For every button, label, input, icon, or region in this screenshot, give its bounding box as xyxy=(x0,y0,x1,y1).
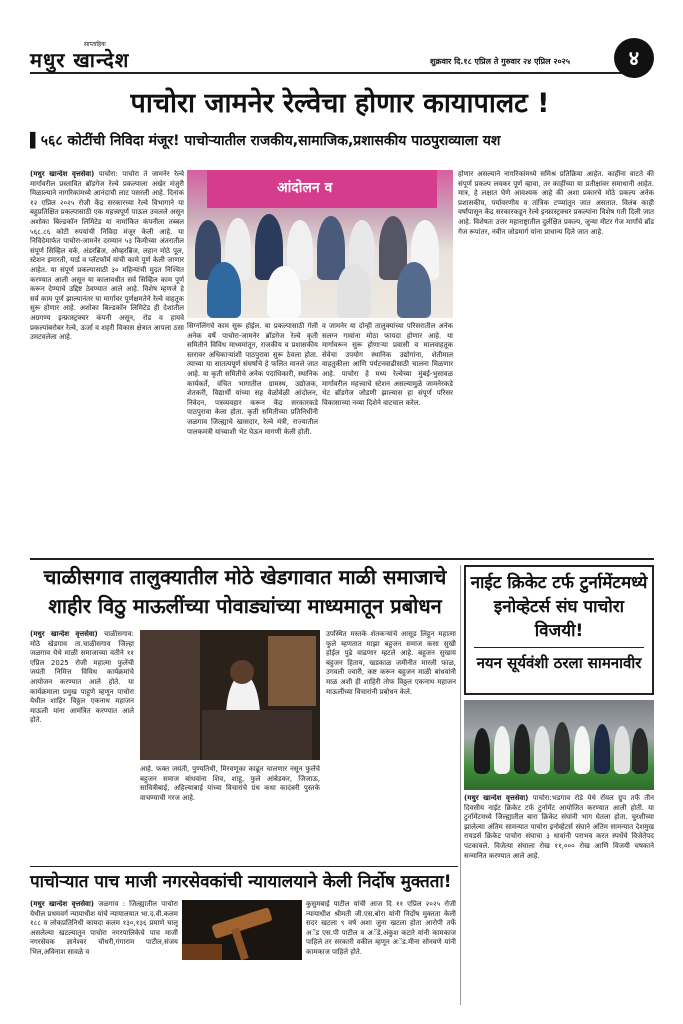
photo-person xyxy=(494,726,510,774)
lead-text-3: व जामनेर या दोन्ही तालुक्यांच्या परिसरातील अनेक सलग्न गावांना मोठा फायदा होणार आहे. या मार्गावरून सुरू होणाऱ्या प्रवासी व मालवाहतूक सेवेचा उपयोग स्थानिक उद्योगांना, शेतीमाल वाहतुकीला आणि पर्यटनवाढीसाठी चालना मिळणार आहे. पाचोरा हे मध्य रेल्वेच्या मुंबई-भुसावळ मार्गावरील महत्त्वाचे स्टेशन असल्यामुळे जामनेरकडे थेट ब्रॉडगेज जोडणी झाल्यास हा संपूर्ण परिसर विकासाच्या नव्या दिशेने वाटचाल करेल. xyxy=(322,322,453,407)
photo-person xyxy=(514,724,530,774)
lead-column-2 xyxy=(187,322,318,554)
photo-person xyxy=(317,216,345,280)
story2-column-3 xyxy=(326,630,456,862)
photo-person xyxy=(474,728,490,774)
cricket-body: पाचोरा:भडगाव रोडे येथे रॉयल ग्रुप तर्फे तीन दिवसीय नाईट क्रिकेट टर्फ टुर्नामेंट आयोजित करण्यात आली होती. या टुर्नामेंटमध्ये जिल्ह्यातील बारा क्रिकेट संघांनी भाग घेतला होता. चुरशीच्या झालेल्या अंतिम सामन्यात पाचोरा इनोव्हेटर्स संघाने अंतिम सामन्यात देशमुख रायडर्स क्रिकेट पाचोरा संघाचा ३ धावांनी पराभव करत स्पर्धेचे विजेतेपद पटकावले. विजेत्या संघाला रोख ११,००० रोख आणि विजयी चषकाने सन्मानित करण्यात आले आहे. xyxy=(464,794,654,860)
lead-photo xyxy=(187,170,453,318)
story2-text-2: आहे. फक्त जयंती, पुण्यतिथी, मिरवणूका काढून चालणार नसून फुलेंचे बहुजन समाज बांधवांना शिव, शाहू, फुले आंबेडकर, जिजाऊ, सावित्रीबाई, अहिल्याबाई यांच्या विचारांचे ग्रंथ कथा कादंबरी पुस्तके वाचण्याची गरज आहे. xyxy=(140,765,320,802)
photo-person xyxy=(554,722,570,774)
lead-text-4: होणार असल्याने नागरिकांमध्ये समिश्र प्रतिक्रिया आहेत. काहींना वाटते की संपूर्ण प्रकल्प लवकर पूर्ण व्हावा, तर काहींच्या या प्रतीक्षांवर समाधानी आहेत. मात्र, हे लक्षात घेणे आवश्यक आहे की अशा प्रकारचे मोठे प्रकल्प अनेक प्रशासकीय, पर्यावरणीय व तांत्रिक टप्प्यांतून जात असतात. विलंब काही वर्षांपासून केंद्र सरकारकडून रेल्वे इन्फ्रास्ट्रक्चर प्रकल्पांना विशेष गती दिली जात आहे. विशेषतः उत्तर महाराष्ट्रातील दुर्लक्षित प्रकल्प, जुन्या मीटर गेज मार्गांचे ब्रॉड गेज रूपांतर, नवीन जोडमार्ग यांना प्राधान्य दिले जात आहे. xyxy=(458,170,654,236)
photo-person xyxy=(534,726,550,774)
court-text-1: जळगाव : जिल्ह्यातील पाचोरा येथील प्रथमवर्ग न्यायाधीश यांचे न्यायालयात भा.द.वी.कलम १८८ व लोकप्रतिनिधी कायदा कलम १३०,१३६ प्रमाणे चालू असलेल्या खटल्यातून पाचोरा नगरपालिकेचे पाच माजी नगरसेवक ज्ञानेश्वर चौधरी,गंगाराम पाटील,संजय भिल,अविनाश सावळे व xyxy=(30,900,178,956)
lead-column-3 xyxy=(322,322,453,554)
photo-banner xyxy=(207,170,437,208)
masthead-title: मधुर खान्देश xyxy=(30,48,130,72)
cricket-team-photo xyxy=(464,700,654,790)
story2-column-2 xyxy=(140,765,320,862)
story2-column-1 xyxy=(30,630,134,862)
masthead xyxy=(30,40,630,74)
photo-backdrop xyxy=(268,636,316,706)
photo-person xyxy=(267,266,301,318)
section-divider xyxy=(30,866,458,867)
cricket-headline-box xyxy=(464,565,654,695)
photo-person xyxy=(337,264,371,318)
lead-column-4 xyxy=(458,170,654,554)
court-byline: (मधुर खान्देश वृत्तसेवा) xyxy=(30,900,94,908)
gavel-block xyxy=(182,944,222,960)
story2-headline: चाळीसगाव तालुक्यातील मोठे खेडगावात माळी समाजाचे शाहीर विठु माऊलींच्या पोवाड्यांच्या माध्यमातून प्रबोधन xyxy=(43,565,447,618)
photo-head xyxy=(230,660,254,684)
lead-column-1 xyxy=(30,170,184,550)
gavel-handle xyxy=(231,928,248,960)
page-number-badge: ४ xyxy=(614,38,654,78)
court-headline: पाचोऱ्यात पाच माजी नगरसेवकांची न्यायालयाने केली निर्दोष मुक्तता! xyxy=(30,872,452,892)
photo-person xyxy=(574,726,590,774)
cricket-byline: (मधुर खान्देश वृत्तसेवा) xyxy=(464,794,529,802)
lead-headline: पाचोरा जामनेर रेल्वेचा होणार कायापालट ! xyxy=(130,88,550,119)
section-divider xyxy=(30,558,654,560)
issue-date: शुक्रवार दि.१८ एप्रिल ते गुरुवार २४ एप्रिल २०२५ xyxy=(429,57,570,66)
lead-text-2: सिग्नलिंगचे काम सुरू होईल. या प्रकल्पासाठी गेली अनेक वर्षे पाचोरा-जामनेर ब्रॉडगेज रेल्वे कृती समितीने विविध माध्यमांतून, राजकीय व प्रशासकीय स्तरावर अधिकाऱ्यांशी पाठपुरावा सुरू ठेवला होता. त्याच्या या सातत्यपूर्ण संघर्षाचे हे फलित मानले जात आहे. या कृती समितीचे अनेक पदाधिकारी, स्थानिक कार्यकर्ते, वंचित भागातील ग्रामस्थ, उद्योजक, शेतकरी, विद्यार्थी यांच्या सह वेळोवेळी आंदोलन, निवेदन, पत्रव्यवहार करून केंद्र सरकारकडे पाठपुरावा केला होता. कृती समितीच्या प्रतिनिधींनी जळगाव जिल्ह्याचे खासदार, रेल्वे मंत्री, राज्यातील पालकमंत्री यांच्याशी भेट घेऊन मागणी केली होती. xyxy=(187,322,318,436)
lead-subheadline-text: ५६८ कोटींची निविदा मंजूर! पाचोऱ्यातील राजकीय,सामाजिक,प्रशासकीय पाठपुराव्याला यश xyxy=(40,133,501,149)
column-separator xyxy=(460,565,461,1005)
gavel-photo xyxy=(182,900,302,960)
cricket-headline: नाईट क्रिकेट टर्फ टुर्नामेंटमध्ये इनोव्हेटर्स संघ पाचोरा विजयी! xyxy=(470,573,648,641)
masthead-tagline: साप्ताहिक xyxy=(84,41,106,48)
lead-subheadline: ▌५६८ कोटींची निविदा मंजूर! पाचोऱ्यातील राजकीय,सामाजिक,प्रशासकीय पाठपुराव्याला यश xyxy=(30,133,501,149)
photo-left-panel xyxy=(140,630,200,760)
photo-person xyxy=(207,262,241,318)
story2-photo xyxy=(140,630,320,760)
story2-text-1: चाळीसगाव: मोठे खेडगाव ता.चाळीसगाव जिल्हा जळगाव येथे माळी समाजाच्या वतीने ११ एप्रिल 2025 रोजी महात्मा फुलेंची जयंती निमित्त विविध कार्यक्रमांचे आयोजन करण्यात आले होते. या कार्यक्रमाला प्रमुख पाहुणे म्हणून पाचोरा येथील शाहिर विठ्ठल एकनाथ महाजन माऊली यांना आमंत्रित करण्यात आले होते. xyxy=(30,630,134,725)
court-column-1 xyxy=(30,900,178,1004)
lead-byline: (मधुर खान्देश वृत्तसेवा) xyxy=(30,170,95,178)
cricket-subheadline: नयन सूर्यवंशी ठरला सामनावीर xyxy=(474,647,644,674)
court-column-2 xyxy=(306,900,456,1004)
photo-person xyxy=(594,724,610,774)
lead-text-1: पाचोरा: पाचोरा ते जामनेर रेल्वे मार्गावरील प्रस्तावित ब्रॉडगेज रेल्वे प्रकल्पाला अखेर मंजुरी मिळाल्याने नागरिकांमध्ये आनंदाची लाट पसरली आहे. दिनांक १२ एप्रिल २०२५ रोजी केंद्र सरकारच्या रेल्वे विभागाने या बहुप्रतिक्षित प्रकल्पासाठी एक महत्त्वपूर्ण पाऊल उचलले असून अशोका बिल्डकॉन लिमिटेड या नामांकित कंपनीला तब्बल ५६८.८६ कोटी रुपयांची निविदा मंजूर केली आहे. या निविदेमार्फत पाचोरा-जामनेर दरम्यान ५३ किमीच्या अंतरातील संपूर्ण सिव्हिल वर्क, अंडरब्रिज, ओव्हरब्रिज, लहान मोठे पूल, स्टेशन इमारती, यार्ड व प्लॅटफॉर्म यांची कामे पूर्ण केली जाणार आहेत. या संपूर्ण प्रकल्पासाठी ३० महिन्यांची मुदत निश्चित करण्यात आली असून या कालावधीत सर्व सिव्हिल काम पूर्ण करून देण्याचे उद्दिष्ट ठेवण्यात आले आहे. विशेष म्हणजे हे सर्व काम पूर्ण झाल्यानंतर या मार्गावर पूर्णक्षमतेने रेल्वे वाहतूक सुरू होणार आहे. अशोका बिल्डकॉन लिमिटेड ही देशातील अग्रगण्य इन्फ्रास्ट्रक्चर कंपनी असून, रोड व हायवे प्रकल्पांबरोबर रेल्वे, ऊर्जा व शहरी विकास क्षेत्रात आपला ठसा उमटवलेला आहे. xyxy=(30,170,184,342)
photo-table xyxy=(202,710,312,760)
gavel-head xyxy=(211,907,272,939)
story2-text-3: उपस्थित मस्तके शेतकऱ्यांचे आसूड लिहून महात्मा फुले म्हणतात माझा बहुजन समाज कसा सुखी होईल पुढे वाढणार म्हटले आहे. बहुजन सुखाय बहुजन हिताय, खडकाळ जमीनीत मारली फाळ, उगवली ज्वारी, कष्ट करून बहुजन माळी बांधवांनी माळ अशी ही शाहिरी तोफ विठ्ठल एकनाथ महाजन माऊलींच्या विचारांनी प्रबोधन केले. xyxy=(326,630,456,696)
photo-person xyxy=(632,728,648,774)
photo-person xyxy=(614,726,630,774)
photo-person xyxy=(397,262,431,318)
court-text-2: कुसुमबाई पाटील यांची आज दि ११ एप्रिल २०२५ रोजी न्यायाधीश श्रीमती जी.एस.बोरा यांनी निर्दोष मुक्तता केली सदर खटला ९ वर्ष अशा जुना खटला होता आरोपी तर्फे अॅड एस.पी पाटील व अॅडे.अंकुश कटारे यांनी कामकाज पाहिले तर सरकारी वकील म्हणून अॅड.मीना सोनवणे यांनी कामकाज पाहिले होते. xyxy=(306,900,456,956)
cricket-story-text xyxy=(464,794,654,1004)
story2-byline: (मधुर खान्देश वृत्तसेवा) xyxy=(30,630,98,638)
photo-banner-text: आंदोलन व xyxy=(277,180,333,196)
